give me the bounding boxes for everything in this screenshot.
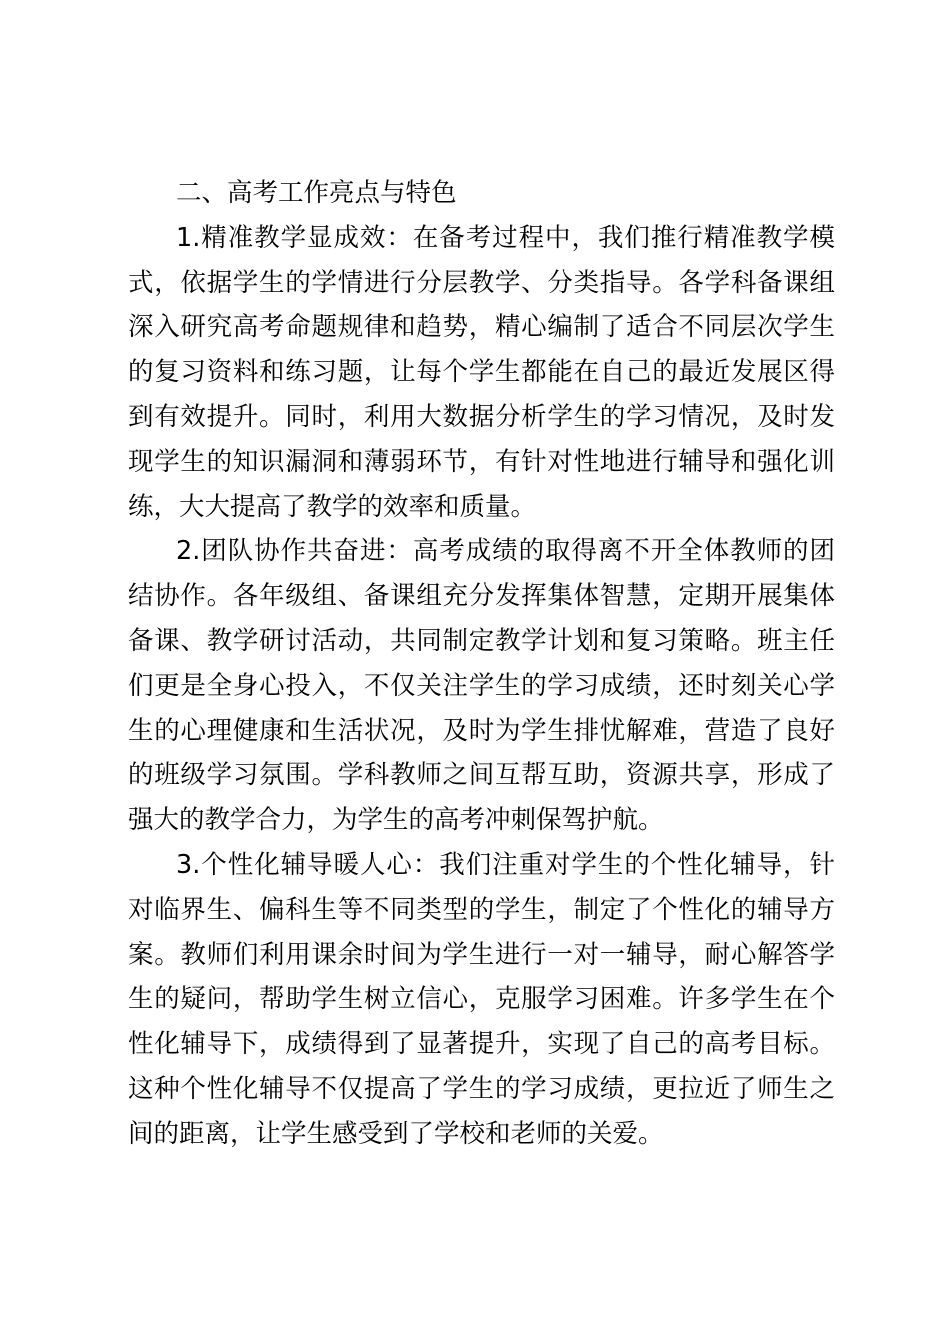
- paragraph-line: 的复习资料和练习题，让每个学生都能在自己的最近发展区得: [128, 357, 835, 388]
- paragraph-line: 2.团队协作共奋进：高考成绩的取得离不开全体教师的团: [176, 536, 835, 567]
- paragraph-line: 结协作。各年级组、备课组充分发挥集体智慧，定期开展集体: [128, 581, 835, 612]
- paragraph-line: 备课、教学研讨活动，共同制定教学计划和复习策略。班主任: [128, 625, 835, 656]
- paragraph-line: 到有效提升。同时，利用大数据分析学生的学习情况，及时发: [128, 401, 835, 432]
- paragraph-line: 式，依据学生的学情进行分层教学、分类指导。各学科备课组: [128, 267, 835, 298]
- paragraph-line: 生的心理健康和生活状况，及时为学生排忧解难，营造了良好: [128, 715, 835, 746]
- paragraph-line: 案。教师们利用课余时间为学生进行一对一辅导，耐心解答学: [128, 939, 835, 970]
- paragraph-line: 现学生的知识漏洞和薄弱环节，有针对性地进行辅导和强化训: [128, 446, 835, 477]
- document-body: [128, 171, 835, 1157]
- paragraph-line: 间的距离，让学生感受到了学校和老师的关爱。: [128, 1118, 664, 1149]
- paragraph-line: 1.精准教学显成效：在备考过程中，我们推行精准教学模: [176, 222, 835, 253]
- paragraph-line: 深入研究高考命题规律和趋势，精心编制了适合不同层次学生: [128, 312, 835, 343]
- paragraph-team-collaboration: [128, 529, 835, 843]
- paragraph-line: 的班级学习氛围。学科教师之间互帮互助，资源共享，形成了: [128, 760, 835, 791]
- paragraph-line: 练，大大提高了教学的效率和质量。: [128, 491, 537, 522]
- paragraph-precise-teaching: [128, 216, 835, 530]
- paragraph-line: 对临界生、偏科生等不同类型的学生，制定了个性化的辅导方: [128, 894, 835, 925]
- paragraph-line: 3.个性化辅导暖人心：我们注重对学生的个性化辅导，针: [176, 849, 835, 880]
- paragraph-line: 这种个性化辅导不仅提高了学生的学习成绩，更拉近了师生之: [128, 1073, 835, 1104]
- paragraph-personalized-tutoring: [128, 843, 835, 1157]
- paragraph-line: 生的疑问，帮助学生树立信心，克服学习困难。许多学生在个: [128, 984, 835, 1015]
- section-heading: 二、高考工作亮点与特色: [176, 178, 457, 208]
- paragraph-line: 强大的教学合力，为学生的高考冲刺保驾护航。: [128, 805, 664, 836]
- paragraph-line: 们更是全身心投入，不仅关注学生的学习成绩，还时刻关心学: [128, 670, 835, 701]
- paragraph-line: 性化辅导下，成绩得到了显著提升，实现了自己的高考目标。: [128, 1029, 835, 1060]
